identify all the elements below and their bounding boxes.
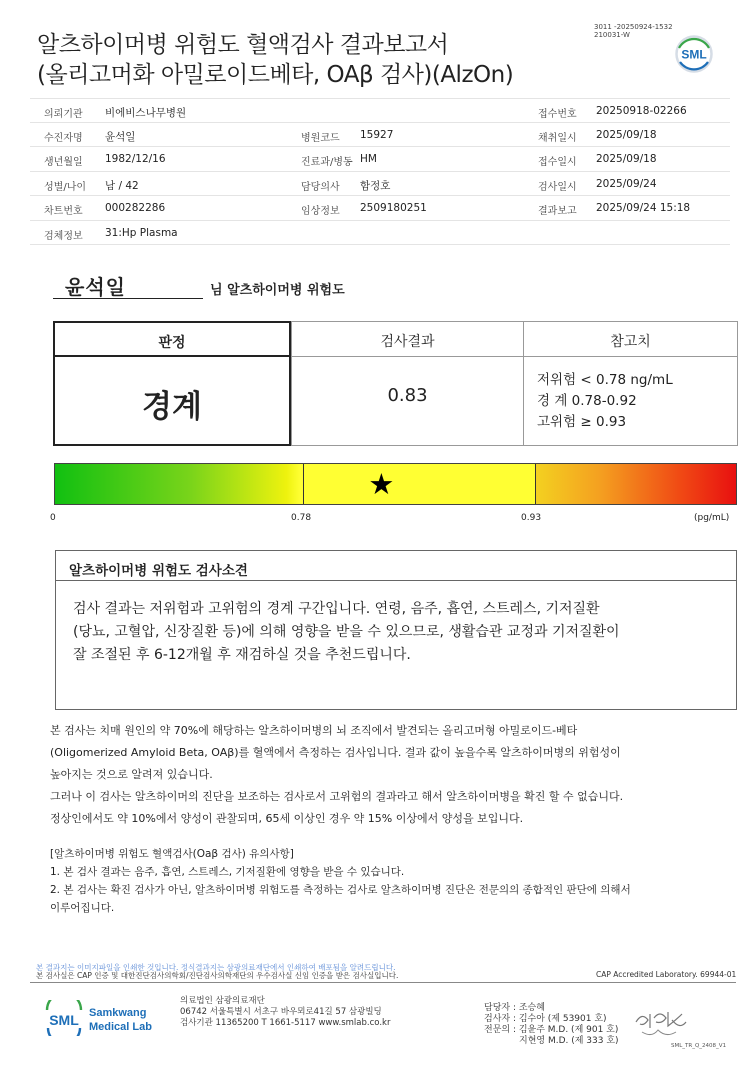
collect-date-value: 2025/09/18 <box>596 128 657 141</box>
specimen-label: 검체정보 <box>44 230 83 242</box>
sml-logo-text: SML <box>681 47 707 62</box>
result-value: 0.83 <box>387 385 428 406</box>
report-title-line2: (올리고머화 아밀로이드베타, OAβ 검사)(AlzOn) <box>37 62 514 88</box>
dept-label: 진료과/병동 <box>301 157 353 168</box>
test-date-value: 2025/09/24 <box>596 177 657 190</box>
description-line: (Oligomerized Amyloid Beta, OAβ)를 혈액에서 측정하는 검사입니다. 결과 값이 높을수록 알츠하이머병의 위험성이 <box>50 746 621 759</box>
collect-date-label: 채취일시 <box>538 132 577 144</box>
specimen-value: 31:Hp Plasma <box>105 226 178 239</box>
opinion-text <box>73 598 733 667</box>
gauge-label-unit: (pg/mL) <box>694 513 730 523</box>
report-date-label: 결과보고 <box>538 206 577 217</box>
info-row <box>30 221 730 246</box>
sml-logo <box>674 34 714 74</box>
name-underline <box>53 298 203 299</box>
patient-info-table <box>30 98 730 245</box>
samkwang-name-1: Samkwang <box>89 1007 147 1019</box>
sex-age-value: 남 / 42 <box>105 179 139 192</box>
receipt-no-value: 20250918-02266 <box>596 105 687 117</box>
risk-gauge <box>54 463 737 505</box>
receipt-no-label: 접수번호 <box>538 109 577 120</box>
chart-no-label: 차트번호 <box>44 206 83 217</box>
gauge-label-min: 0 <box>50 513 56 523</box>
org-line: 검사기관 11365200 T 1661-5117 www.smlab.co.kr <box>180 1018 391 1028</box>
verdict-value: 경계 <box>142 389 202 425</box>
footer-divider <box>30 982 736 983</box>
ref-mid: 경 계 0.78-0.92 <box>537 393 637 409</box>
precautions-item: 1. 본 검사 결과는 음주, 흡연, 스트레스, 기저질환에 영향을 받을 수 있습니다. <box>50 866 405 878</box>
test-date-label: 검사일시 <box>538 181 577 193</box>
hospital-code-label: 병원코드 <box>301 132 340 144</box>
print-warning: 본 결과지는 이미지파일을 인쇄한 것입니다. 정식결과지는 삼광의료재단에서 인쇄하여 배포됨을 알려드립니다. <box>36 963 396 972</box>
clinical-value: 2509180251 <box>360 202 427 214</box>
patient-name-suffix: 님 알츠하이머병 위험도 <box>210 283 345 298</box>
staff-line: 전문의 : 김윤주 M.D. (제 901 호) <box>484 1025 619 1035</box>
samkwang-logo <box>45 1000 165 1040</box>
samkwang-name-2: Medical Lab <box>89 1021 152 1033</box>
opinion-title: 알츠하이머병 위험도 검사소견 <box>69 563 248 579</box>
ordering-org-value: 비에비스나무병원 <box>105 107 187 119</box>
reference-ranges <box>537 370 673 433</box>
opinion-line: 검사 결과는 저위험과 고위험의 경계 구간입니다. 연령, 음주, 흡연, 스트레스, 기저질환 <box>73 601 600 617</box>
staff-info <box>484 1003 619 1047</box>
result-header: 검사결과 <box>380 334 435 350</box>
receipt-date-value: 2025/09/18 <box>596 153 657 165</box>
verdict-header: 판정 <box>158 335 186 351</box>
org-line: 의료법인 삼광의료재단 <box>180 996 265 1006</box>
info-row <box>30 147 730 172</box>
reference-header: 참고치 <box>610 334 651 350</box>
staff-line: 담당자 : 조승혜 <box>484 1003 545 1013</box>
gauge-label-low: 0.78 <box>291 513 312 523</box>
doc-id-1: 3011 -20250924-1532 <box>594 23 673 31</box>
verdict-cell <box>53 321 291 446</box>
hospital-code-value: 15927 <box>360 128 394 141</box>
precautions-item: 이루어집니다. <box>50 902 115 914</box>
signature <box>632 1008 690 1046</box>
staff-line: 지현영 M.D. (제 333 호) <box>519 1036 619 1046</box>
sex-age-label: 성별/나이 <box>44 181 87 193</box>
gauge-tick-high <box>535 464 536 504</box>
chart-no-value: 000282286 <box>105 202 166 214</box>
opinion-line: (당뇨, 고혈압, 신장질환 등)에 의해 영향을 받을 수 있으므로, 생활습관 교정과 기저질환이 <box>73 624 620 640</box>
gauge-tick-low <box>303 464 304 504</box>
test-description <box>50 720 740 830</box>
dob-value: 1982/12/16 <box>105 153 166 165</box>
doc-id-2: 210031-W <box>594 31 630 39</box>
clinical-label: 임상정보 <box>301 206 340 217</box>
ordering-org-label: 의뢰기관 <box>44 109 83 120</box>
ref-low: 저위험 < 0.78 ng/mL <box>537 372 673 388</box>
opinion-box <box>55 550 737 710</box>
opinion-line: 잘 조절된 후 6-12개월 후 재검하실 것을 추천드립니다. <box>73 647 411 663</box>
patient-label: 수진자명 <box>44 132 83 144</box>
samkwang-logo-mark: SML <box>49 1012 79 1028</box>
star-icon: ★ <box>368 467 395 501</box>
doctor-label: 담당의사 <box>301 181 340 193</box>
precautions-title: [알츠하이머병 위험도 혈액검사(Oaβ 검사) 유의사항] <box>50 848 294 860</box>
gauge-label-high: 0.93 <box>521 513 542 523</box>
info-row <box>30 196 730 221</box>
lab-disclaimer: 본 검사실은 CAP 인증 및 대한진단검사의학회/진단검사의학재단의 우수검사실 신임 인증을 받은 검사실입니다. <box>36 971 399 980</box>
staff-line: 검사자 : 김수아 (제 53901 호) <box>484 1014 607 1024</box>
report-title-line1: 알츠하이머병 위험도 혈액검사 결과보고서 <box>37 32 449 58</box>
dob-label: 생년월일 <box>44 157 83 168</box>
info-row <box>30 172 730 197</box>
form-code: SML_TR_Q_2408_V1 <box>671 1043 727 1049</box>
info-row <box>30 98 730 123</box>
ref-high: 고위험 ≥ 0.93 <box>537 414 627 430</box>
description-line: 본 검사는 치매 원인의 약 70%에 해당하는 알츠하이머병의 뇌 조직에서 발견되는 올리고머형 아밀로이드-베타 <box>50 724 578 737</box>
precautions-item: 2. 본 검사는 확진 검사가 아닌, 알츠하이머병 위험도를 측정하는 검사로 알츠하이머병 진단은 전문의의 종합적인 판단에 의해서 <box>50 884 631 896</box>
info-row <box>30 123 730 148</box>
description-line: 정상인에서도 약 10%에서 양성이 관찰되며, 65세 이상인 경우 약 15% 이상에서 양성을 보입니다. <box>50 812 524 825</box>
report-date-value: 2025/09/24 15:18 <box>596 202 691 214</box>
patient-value: 윤석일 <box>105 130 136 143</box>
dept-value: HM <box>360 153 377 165</box>
org-info <box>180 996 390 1029</box>
description-line: 높아지는 것으로 알려져 있습니다. <box>50 768 213 781</box>
precautions <box>50 845 740 917</box>
description-line: 그러나 이 검사는 알츠하이머의 진단을 보조하는 검사로서 고위험의 결과라고 해서 알츠하이머병을 확진 할 수 없습니다. <box>50 790 624 803</box>
org-line: 06742 서울특별시 서초구 바우뫼로41길 57 삼광빌딩 <box>180 1007 382 1017</box>
doctor-value: 함정호 <box>360 179 391 192</box>
patient-name-heading: 윤석일 <box>65 275 126 299</box>
receipt-date-label: 접수일시 <box>538 157 577 168</box>
cap-accreditation: CAP Accredited Laboratory. 69944-01 <box>596 970 737 979</box>
gauge-borderline-zone <box>304 464 535 504</box>
